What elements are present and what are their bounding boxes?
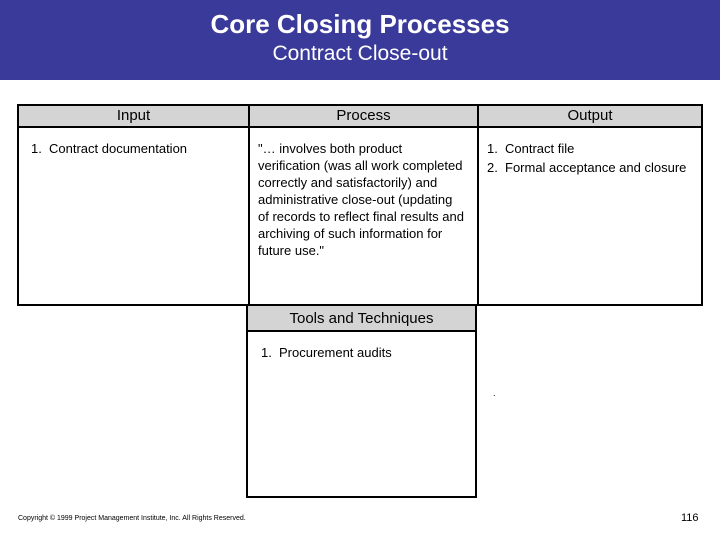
tools-list	[261, 343, 466, 362]
tools-header	[248, 306, 475, 332]
list-text: Formal acceptance and closure	[505, 160, 687, 175]
list-number: 1.	[261, 345, 272, 360]
process-header	[248, 106, 477, 128]
list-item	[261, 343, 466, 362]
list-item	[487, 158, 687, 177]
process-column-divider-left	[248, 128, 250, 304]
list-text: Contract file	[505, 141, 575, 156]
process-column-divider-right	[477, 128, 479, 304]
slide-subtitle: Contract Close-out	[272, 42, 448, 65]
input-list	[31, 139, 241, 158]
list-number: 2.	[487, 160, 498, 175]
process-description: "… involves both product verification (was all work completed correctly and satisfactorily) and administrative close-out (updating of records to reflect final results and archiving of such information for future use."	[258, 141, 464, 258]
input-process-output-table	[17, 104, 703, 306]
input-header	[19, 106, 248, 128]
page-number: 116	[681, 512, 699, 524]
list-text: Procurement audits	[279, 345, 392, 360]
list-item	[487, 139, 687, 158]
output-list	[487, 139, 687, 177]
title-banner	[0, 0, 720, 80]
input-heading: Input	[116, 107, 151, 124]
list-number: 1.	[487, 141, 498, 156]
tools-heading: Tools and Techniques	[289, 310, 434, 327]
list-text: Contract documentation	[49, 141, 188, 156]
list-number: 1.	[31, 141, 42, 156]
process-heading: Process	[336, 107, 391, 124]
output-heading: Output	[567, 107, 613, 124]
output-header	[477, 106, 701, 128]
stray-mark: .	[493, 388, 496, 398]
copyright-notice: Copyright © 1999 Project Management Institute, Inc. All Rights Reserved.	[18, 515, 246, 522]
tools-techniques-box	[246, 304, 477, 498]
list-item	[31, 139, 241, 158]
slide-title: Core Closing Processes	[210, 9, 510, 39]
